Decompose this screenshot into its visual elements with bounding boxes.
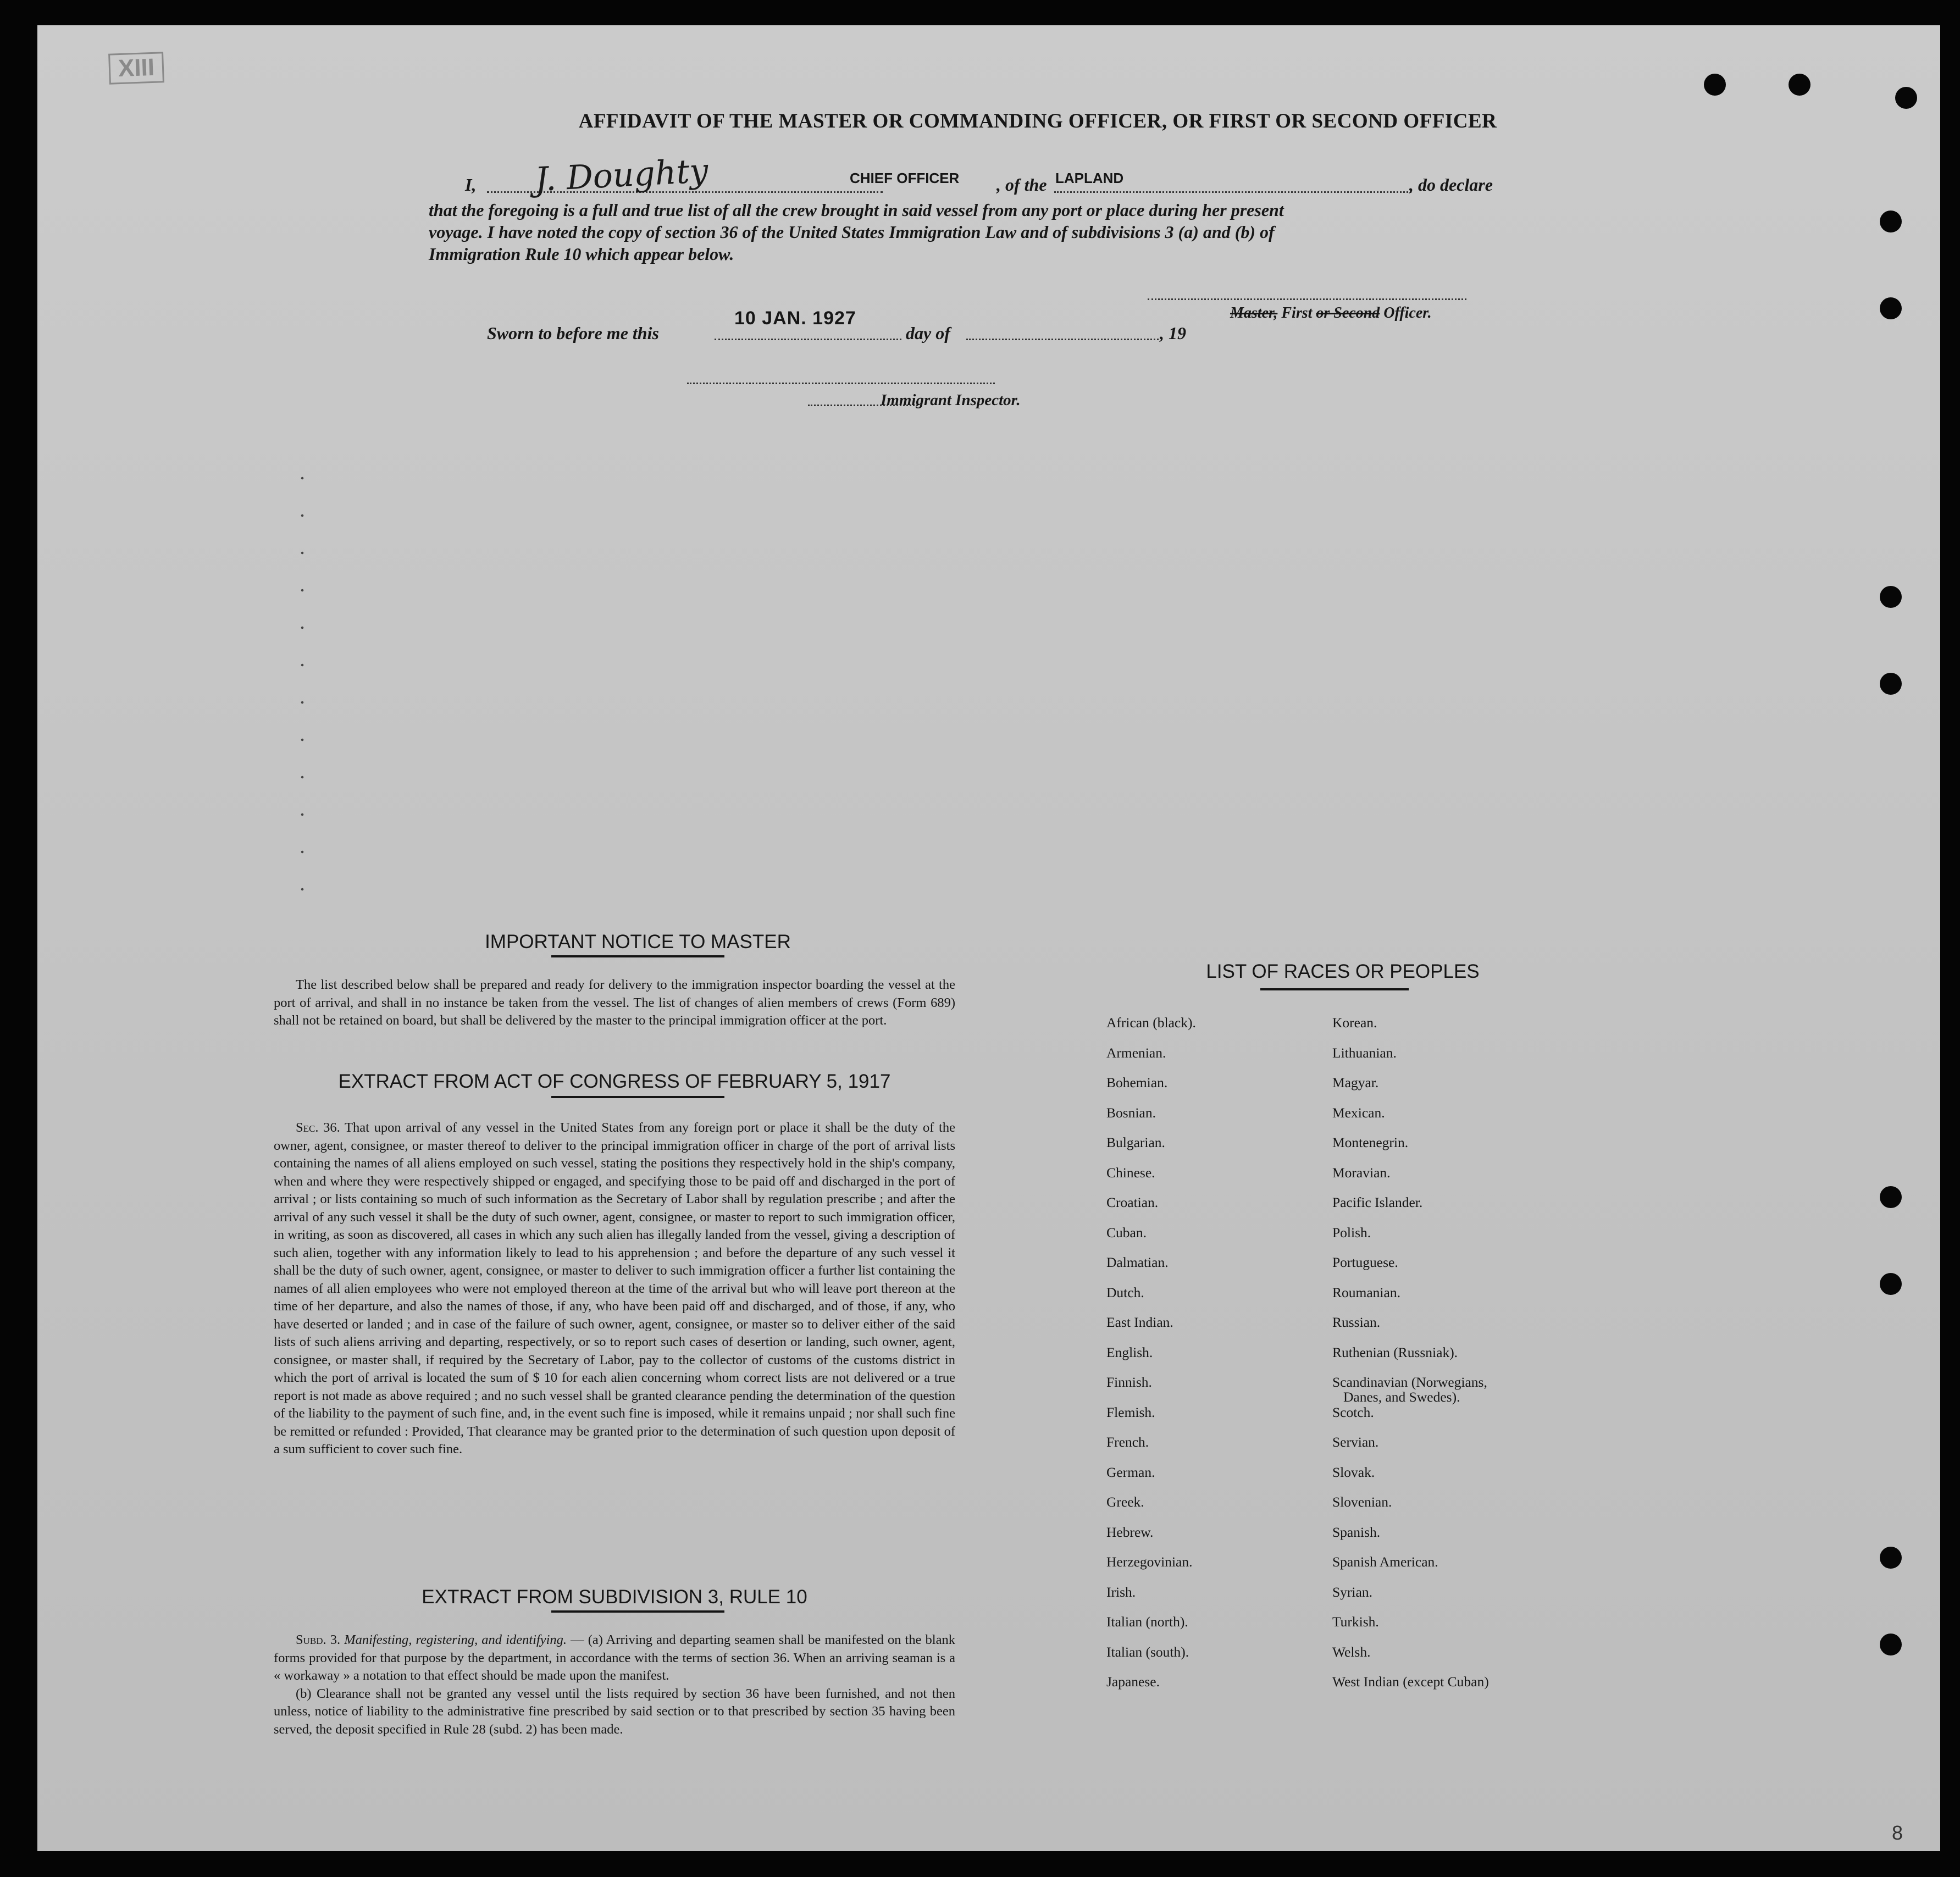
race-item: Herzegovinian. xyxy=(1106,1554,1193,1570)
race-item: Pacific Islander. xyxy=(1332,1194,1423,1210)
subd-heading: Manifesting, registering, and identifying. xyxy=(344,1632,567,1647)
inspector-label: Immigrant Inspector. xyxy=(881,391,1021,409)
races-title-rule xyxy=(1260,988,1409,990)
race-item: Mexican. xyxy=(1332,1104,1385,1121)
race-item: Ruthenian (Russniak). xyxy=(1332,1344,1458,1360)
act-extract-text xyxy=(274,1119,955,1459)
affidavit-body-line1: that the foregoing is a full and true list of all the crew brought in said vessel from any port or place during her present xyxy=(429,200,1284,220)
race-item: Spanish American. xyxy=(1332,1554,1438,1570)
rule-para-a xyxy=(274,1631,955,1685)
rule-para-a-text: — (a) Arriving and departing seamen shall be manifested on the blank forms provided for that purpose by the department, in accordance with the terms of section 36. When an arriving seaman is a « workaway » a notation to that effect should be made upon the manifest. xyxy=(274,1632,955,1683)
race-item: Magyar. xyxy=(1332,1075,1379,1090)
race-item: Scandinavian (Norwegians, xyxy=(1332,1374,1487,1390)
race-item: Korean. xyxy=(1332,1015,1377,1031)
race-item: Japanese. xyxy=(1106,1674,1160,1690)
sworn-date-stamp: 10 JAN. 1927 xyxy=(734,308,856,329)
day-of-label: day of xyxy=(906,323,950,343)
race-item: Dutch. xyxy=(1106,1284,1144,1300)
punch-hole xyxy=(1704,74,1726,96)
struck-second: or Second xyxy=(1316,304,1380,322)
race-item: Syrian. xyxy=(1332,1583,1372,1600)
corner-mark: XIII xyxy=(108,52,164,84)
notice-title-rule xyxy=(551,955,724,957)
rule-extract-title-rule xyxy=(551,1610,724,1613)
race-item: Servian. xyxy=(1332,1434,1379,1450)
signature-caption xyxy=(1230,304,1432,322)
punch-hole xyxy=(1880,1273,1902,1295)
act-extract-title-rule xyxy=(551,1096,724,1098)
race-item: Bohemian. xyxy=(1106,1075,1168,1090)
subd-label: Subd. 3. xyxy=(296,1632,341,1647)
notice-text xyxy=(274,976,955,1030)
inspector-signature-line xyxy=(687,383,995,384)
race-item: Bosnian. xyxy=(1106,1104,1156,1121)
punch-hole xyxy=(1789,74,1810,96)
rule-extract-title: EXTRACT FROM SUBDIVISION 3, RULE 10 xyxy=(422,1586,807,1608)
of-the-label: , of the xyxy=(996,175,1047,195)
rule-para-b: (b) Clearance shall not be granted any vessel until the lists required by section 36 have been furnished, and not then unless, notice of liability to the administrative fine prescribed by said section or to that prescribed by section 35 having been served, the deposit specified in Rule 28 (subd. 2) has been made. xyxy=(274,1686,955,1737)
affidavit-body-line3: Immigration Rule 10 which appear below. xyxy=(429,244,734,264)
punch-hole xyxy=(1895,87,1917,109)
signature-first: First xyxy=(1281,304,1313,322)
punch-hole xyxy=(1880,1547,1902,1569)
do-declare-label: , do declare xyxy=(1409,175,1493,195)
race-item: Armenian. xyxy=(1106,1044,1166,1061)
race-item: Hebrew. xyxy=(1106,1524,1154,1540)
bottom-corner-mark: 8 xyxy=(1892,1821,1903,1844)
bleed-through xyxy=(300,459,304,921)
races-left-column xyxy=(1106,1015,1315,1729)
notice-title: IMPORTANT NOTICE TO MASTER xyxy=(485,931,791,953)
struck-master: Master, xyxy=(1230,304,1278,322)
officer-name-handwritten: J. Doughty xyxy=(534,151,710,200)
race-item: Finnish. xyxy=(1106,1374,1152,1390)
act-extract-title: EXTRACT FROM ACT OF CONGRESS OF FEBRUARY 5, 1917 xyxy=(338,1071,891,1092)
punch-hole xyxy=(1880,1634,1902,1655)
race-item: Slovak. xyxy=(1332,1464,1375,1480)
race-item: Moravian. xyxy=(1332,1164,1391,1181)
race-item: Spanish. xyxy=(1332,1524,1381,1540)
race-item: Scotch. xyxy=(1332,1404,1374,1420)
affidavit-body-line2: voyage. I have noted the copy of section 36 of the United States Immigration Law and of subdivisions 3 (a) and (b) of xyxy=(429,222,1275,242)
race-item: German. xyxy=(1106,1464,1155,1480)
race-item: French. xyxy=(1106,1434,1149,1450)
punch-hole xyxy=(1880,297,1902,319)
punch-hole xyxy=(1880,211,1902,232)
race-item: Welsh. xyxy=(1332,1643,1371,1660)
race-item: Russian. xyxy=(1332,1314,1381,1330)
notice-paragraph: The list described below shall be prepared and ready for delivery to the immigration inspector boarding the vessel at the port of arrival, and shall in no instance be taken from the vessel. The list of changes of alien members of crews (Form 689) shall not be retained on board, but shall be delivered by the master to the principal immigration officer at the port. xyxy=(274,977,955,1028)
races-title: LIST OF RACES OR PEOPLES xyxy=(1206,961,1480,982)
month-line xyxy=(966,339,1159,340)
race-item: Dalmatian. xyxy=(1106,1254,1169,1270)
race-item: West Indian (except Cuban) xyxy=(1332,1674,1489,1690)
race-item: Greek. xyxy=(1106,1494,1144,1510)
rank-stamp: CHIEF OFFICER xyxy=(850,170,960,186)
signature-line xyxy=(1148,298,1466,300)
race-item-continuation: Danes, and Swedes). xyxy=(1343,1389,1460,1405)
race-item: Cuban. xyxy=(1106,1224,1147,1241)
section-36-paragraph xyxy=(274,1119,955,1459)
race-item: Portuguese. xyxy=(1332,1254,1398,1270)
race-item: Roumanian. xyxy=(1332,1284,1400,1300)
affidavit-intro: I, xyxy=(465,175,477,195)
race-item: Irish. xyxy=(1106,1583,1136,1600)
rule-extract-text xyxy=(274,1631,955,1738)
sworn-label: Sworn to before me this xyxy=(487,323,659,343)
punch-hole xyxy=(1880,1186,1902,1208)
race-item: Bulgarian. xyxy=(1106,1134,1165,1150)
race-item: Turkish. xyxy=(1332,1614,1379,1630)
vessel-line xyxy=(1054,191,1411,193)
race-item: Lithuanian. xyxy=(1332,1044,1397,1061)
signature-officer: Officer. xyxy=(1383,304,1432,322)
race-item: Montenegrin. xyxy=(1332,1134,1409,1150)
races-right-column xyxy=(1332,1015,1607,1729)
race-item: African (black). xyxy=(1106,1015,1196,1031)
race-item: Italian (north). xyxy=(1106,1614,1188,1630)
race-item: Italian (south). xyxy=(1106,1643,1189,1660)
vessel-stamp: LAPLAND xyxy=(1055,170,1124,186)
document-page xyxy=(37,25,1940,1851)
race-item: English. xyxy=(1106,1344,1153,1360)
year-label: , 19 xyxy=(1160,323,1186,343)
punch-hole xyxy=(1880,673,1902,695)
section-36-text: That upon arrival of any vessel in the United States from any foreign port or place it shall be the duty of the owner, agent, consignee, or master thereof to deliver to the principal immigration officer in charge of the port of arrival lists containing the names of all aliens employed on such vessel, stating the positions they respectively hold in the ship's company, when and where they were respectively shipped or engaged, and specifying those to be paid off and discharged in the port of arrival ; or lists containing so much of such information as the Secretary of Labor shall by regulation prescribe ; and after the arrival of any such vessel it shall be the duty of such owner, agent, consignee, or master to report to such immigration officer, in writing, as soon as discovered, all cases in which any such alien has illegally landed from the vessel, giving a description of such alien, together with any information likely to lead to his apprehension ; and before the departure of any such vessel it shall be the duty of such owner, agent, consignee, or master to deliver to such immigration officer a further list containing the names of all alien employees who were not employed thereon at the time of the arrival but who will leave port thereon at the time of her departure, and also the names of those, if any, who have been paid off and discharged, and of those, if any, who have deserted or landed ; and in case of the failure of such owner, agent, consignee, or master so to deliver either of the said lists of such aliens arriving and departing, respectively, or so to report such cases of desertion or landing, such owner, agent, consignee, or master shall, if required by the Secretary of Labor, pay to the collector of customs of the customs district in which the port of arrival is located the sum of $ 10 for each alien concerning whom correct lists are not delivered or a true report is not made as above required ; and no such vessel shall be granted clearance pending the determination of the question of the liability to the payment of such fine, and, in the event such fine is imposed, while it remains unpaid ; nor shall such fine be remitted or refunded : Provided, That clearance may be granted prior to the determination of such question upon deposit of a sum sufficient to cover such fine. xyxy=(274,1120,955,1457)
race-item: East Indian. xyxy=(1106,1314,1173,1330)
punch-hole xyxy=(1880,586,1902,608)
race-item: Chinese. xyxy=(1106,1164,1155,1181)
section-label: Sec. 36. xyxy=(296,1120,340,1135)
race-item: Croatian. xyxy=(1106,1194,1159,1210)
race-item: Slovenian. xyxy=(1332,1494,1392,1510)
sworn-day-line xyxy=(715,339,901,340)
affidavit-title: AFFIDAVIT OF THE MASTER OR COMMANDING OFFICER, OR FIRST OR SECOND OFFICER xyxy=(578,110,1497,132)
race-item: Flemish. xyxy=(1106,1404,1155,1420)
race-item: Polish. xyxy=(1332,1224,1371,1241)
